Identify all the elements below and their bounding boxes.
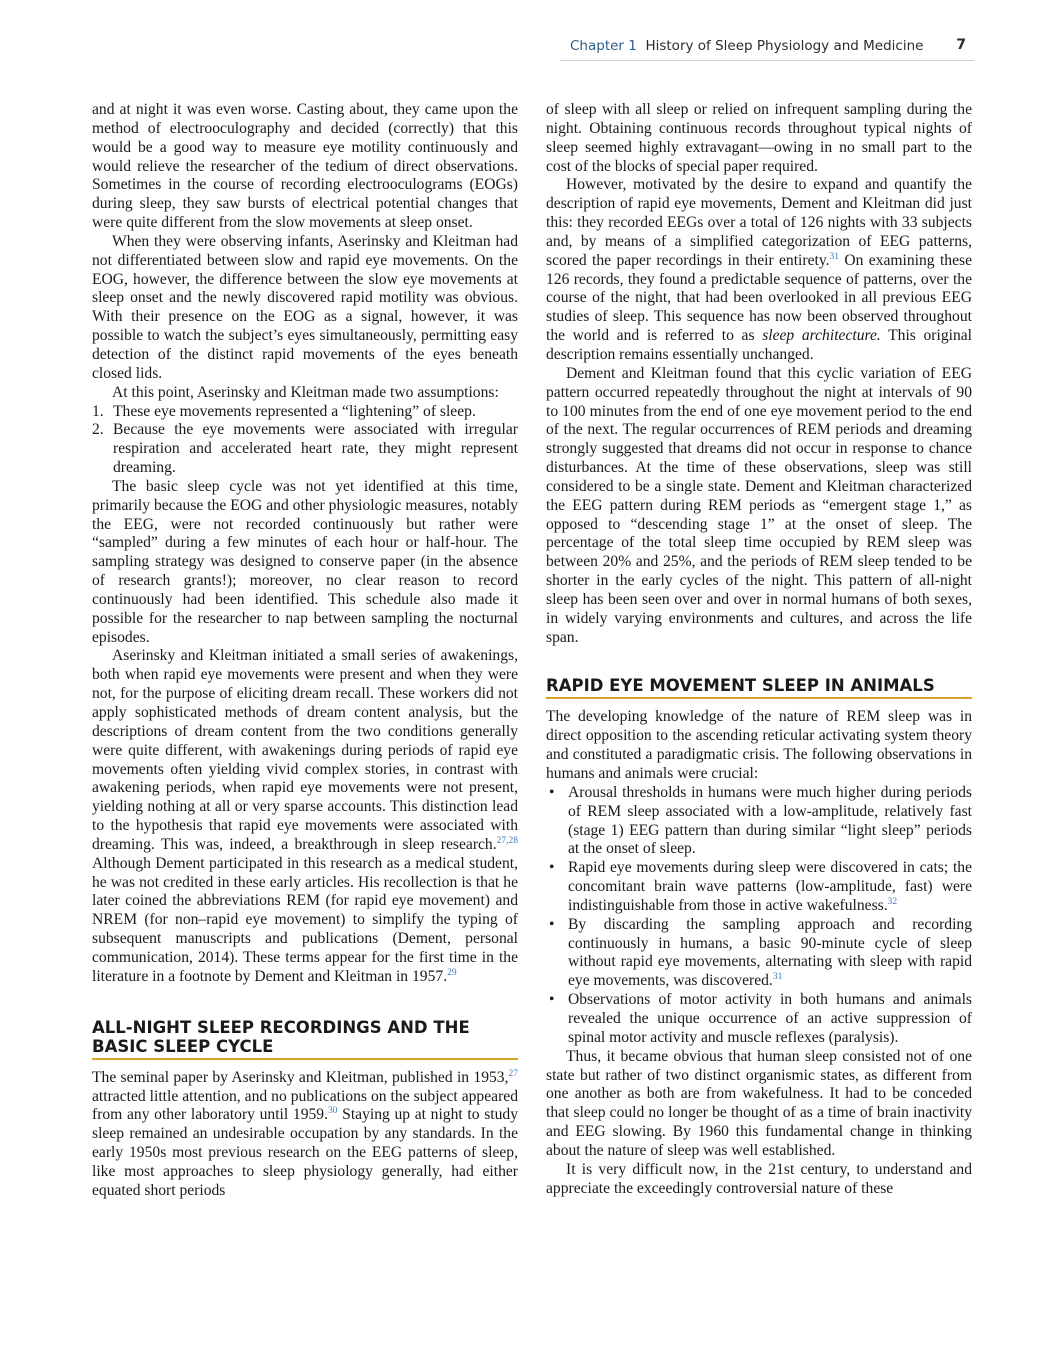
paragraph: and at night it was even worse. Casting about, they came upon the method of electrooculography and decided (correctly) that this would be a good way to measure eye motility continuously and would relieve the researcher of the tedium of direct observations. Sometimes in the course of recording electrooculograms (EOGs) during sleep, they saw bursts of electrical potential changes that were quite different from the slow movements at sleep onset. (92, 101, 518, 232)
paragraph: At this point, Aserinsky and Kleitman made two assumptions: (112, 383, 499, 401)
paragraph-text: Staying up at night to study sleep remained an undesirable occupation by any standards. In the early 1950s most previous research on the EEG patterns of sleep, like most approaches to sleep physiology generally, had either equated short periods (92, 1106, 518, 1199)
paragraph-text: The seminal paper by Aserinsky and Kleitman, published in 1953, (92, 1068, 509, 1086)
paragraph: Thus, it became obvious that human sleep consisted not of one state but rather of two distinct organismic states, as different from one another as both are from wakefulness. It had to be conceded that sleep could no longer be thought of as a time of brain inactivity and EEG slowing. By 1960 this fundamental change in thinking about the nature of sleep was well established. (546, 1047, 972, 1159)
list-number: 1. (92, 402, 104, 420)
bullet: • (549, 859, 555, 877)
bullet: • (549, 991, 555, 1009)
assumptions-list (92, 403, 518, 478)
section-heading: RAPID EYE MOVEMENT SLEEP IN ANIMALS (546, 676, 972, 699)
citation-link[interactable]: 27 (508, 1068, 518, 1079)
running-header (560, 36, 970, 56)
paragraph: When they were observing infants, Aserinsky and Kleitman had not differentiated between slow and rapid eye movements. On the EOG, however, the difference between the slow eye movements at sleep onset and the newly discovered rapid motility was obvious. With their presence on the EOG as a signal, however, it was possible to watch the subject’s eyes simultaneously, permitting easy detection of the distinct rapid movements of the eyes beneath closed lids. (92, 232, 518, 382)
list-item-text: Observations of motor activity in both humans and animals revealed the unique occurrence of an active suppression of spinal motor activity and muscle reflexes (paralysis). (568, 991, 972, 1046)
paragraph-text: However, motivated by the desire to expand and quantify the description of rapid eye movements, Dement and Kleitman did just this: they recorded EEGs over a total of 126 nights with 33 subjects and, by means of a simplified categorization of EEG patterns, scored the paper recordings in their entirety. (546, 176, 972, 269)
observations-list (546, 784, 972, 1048)
citation-link[interactable]: 29 (447, 967, 457, 978)
paragraph-text: This original description remains essentially unchanged. (546, 327, 973, 363)
header-divider (560, 60, 974, 61)
chapter-title (570, 38, 923, 54)
citation-link[interactable]: 30 (327, 1106, 338, 1117)
page-number: 7 (956, 37, 966, 53)
left-column (92, 101, 518, 1201)
citation-link[interactable]: 27,28 (496, 835, 518, 846)
list-item (92, 403, 518, 422)
list-item (92, 421, 518, 478)
list-item-text: Rapid eye movements during sleep were discovered in cats; the concomitant brain wave patterns (low-amplitude, fast) were indistinguishable from those in active wakefulness. (568, 859, 972, 914)
list-item (546, 784, 972, 859)
paragraph-text: On examining these 126 records, they found a predictable sequence of patterns, over the course of the night, that had been overlooked in all previous EEG studies of sleep. This sequence has now been observed throughout the world and is referred to as (546, 251, 972, 345)
paragraph (92, 1069, 518, 1201)
list-item (546, 916, 972, 991)
list-number: 2. (92, 421, 104, 439)
paragraph-text: attracted little attention, and no publications on the subject appeared from any other laboratory until 1959. (92, 1087, 518, 1124)
paragraph (92, 647, 518, 986)
paragraph-text: Although Dement participated in this research as a medical student, he was not credited in these early articles. His recollection is that he later coined the abbreviations REM (for rapid eye movement) and NREM (for non–rapid eye movement) to simplify the typing of subsequent manuscripts and publications (Dement, personal communication, 2014). These terms appear for the first time in the literature in a footnote by Dement and Kleitman in 1957. (92, 854, 518, 985)
list-item-text: Because the eye movements were associated with irregular respiration and accelerated heart rate, they might represent dreaming. (113, 421, 518, 477)
list-item (546, 859, 972, 916)
chapter-label: Chapter 1 (570, 38, 637, 54)
chapter-name: History of Sleep Physiology and Medicine (645, 38, 924, 54)
list-item-text: These eye movements represented a “lightening” of sleep. (113, 402, 476, 420)
list-item-text: Arousal thresholds in humans were much higher during periods of REM sleep associated with a low-amplitude, relatively fast (stage 1) EEG pattern than during similar “light sleep” periods at the onset of sleep. (568, 783, 972, 858)
bullet: • (549, 915, 555, 933)
paragraph: It is very difficult now, in the 21st century, to understand and appreciate the exceedingly controversial nature of these (546, 1160, 972, 1197)
paragraph: of sleep with all sleep or relied on infrequent sampling during the night. Obtaining continuous records throughout typical nights of sleep seemed highly extravagant—owing in no small part to the cost of the blocks of special paper required. (546, 101, 972, 175)
emphasis-term: sleep architecture. (762, 327, 881, 345)
right-column (546, 101, 972, 1198)
paragraph-text: Aserinsky and Kleitman initiated a small series of awakenings, both when rapid eye movements were present and when they were not, for the purpose of eliciting dream recall. These workers did not apply sophisticated methods of dream content analysis, but the descriptions of dream content from the two conditions generally were quite different, with awakenings during periods of rapid eye movements often yielding vivid complex stories, in contrast with awakening periods, when rapid eye movements were not present, yielding nothing at all or very sparse accounts. This distinction lead to the hypothesis that rapid eye movements were associated with dreaming. This was, indeed, a breakthrough in sleep research. (92, 647, 518, 853)
paragraph (546, 176, 972, 364)
citation-link[interactable]: 32 (887, 896, 898, 907)
paragraph: Dement and Kleitman found that this cyclic variation of EEG pattern occurred repeatedly throughout the night at intervals of 90 to 100 minutes from the end of one eye movement period to the end of the next. The regular occurrences of REM periods and dreaming strongly suggested that dreams did not occur in response to chance disturbances. At the time of these observations, sleep was still considered to be a single state. Dement and Kleitman characterized the EEG pattern during REM periods as “emergent stage 1,” as opposed to “descending stage 1” at the onset of sleep. The percentage of the total sleep time occupied by REM sleep was between 20% and 25%, and the periods of REM sleep tended to be shorter in the early cycles of the night. This pattern of all-night sleep has been seen over and over in normal humans of both sexes, in widely varying environments and cultures, and across the life span. (546, 364, 972, 646)
citation-link[interactable]: 31 (772, 972, 783, 983)
paragraph: The basic sleep cycle was not yet identified at this time, primarily because the EOG and other physiologic measures, notably the EEG, were not recorded continuously but rather were “sampled” during a few minutes of each hour or half-hour. The sampling strategy was designed to conserve paper (in the absence of research grants!); moreover, no clear reason to record continuously had been identified. This schedule also made it possible for the researcher to nap between sampling the nocturnal episodes. (92, 477, 518, 646)
list-item (546, 991, 972, 1048)
section-heading: ALL-NIGHT SLEEP RECORDINGS AND THE BASIC SLEEP CYCLE (92, 1018, 518, 1060)
bullet: • (549, 783, 555, 801)
citation-link[interactable]: 31 (829, 251, 840, 262)
paragraph: The developing knowledge of the nature of REM sleep was in direct opposition to the ascending reticular activating system theory and constituted a paradigmatic crisis. The following observations in humans and animals were crucial: (546, 708, 972, 782)
list-item-text: By discarding the sampling approach and recording continuously in humans, a basic 90-minute cycle of sleep without rapid eye movements, alternating with sleep with rapid eye movements, was discovered. (568, 915, 972, 990)
